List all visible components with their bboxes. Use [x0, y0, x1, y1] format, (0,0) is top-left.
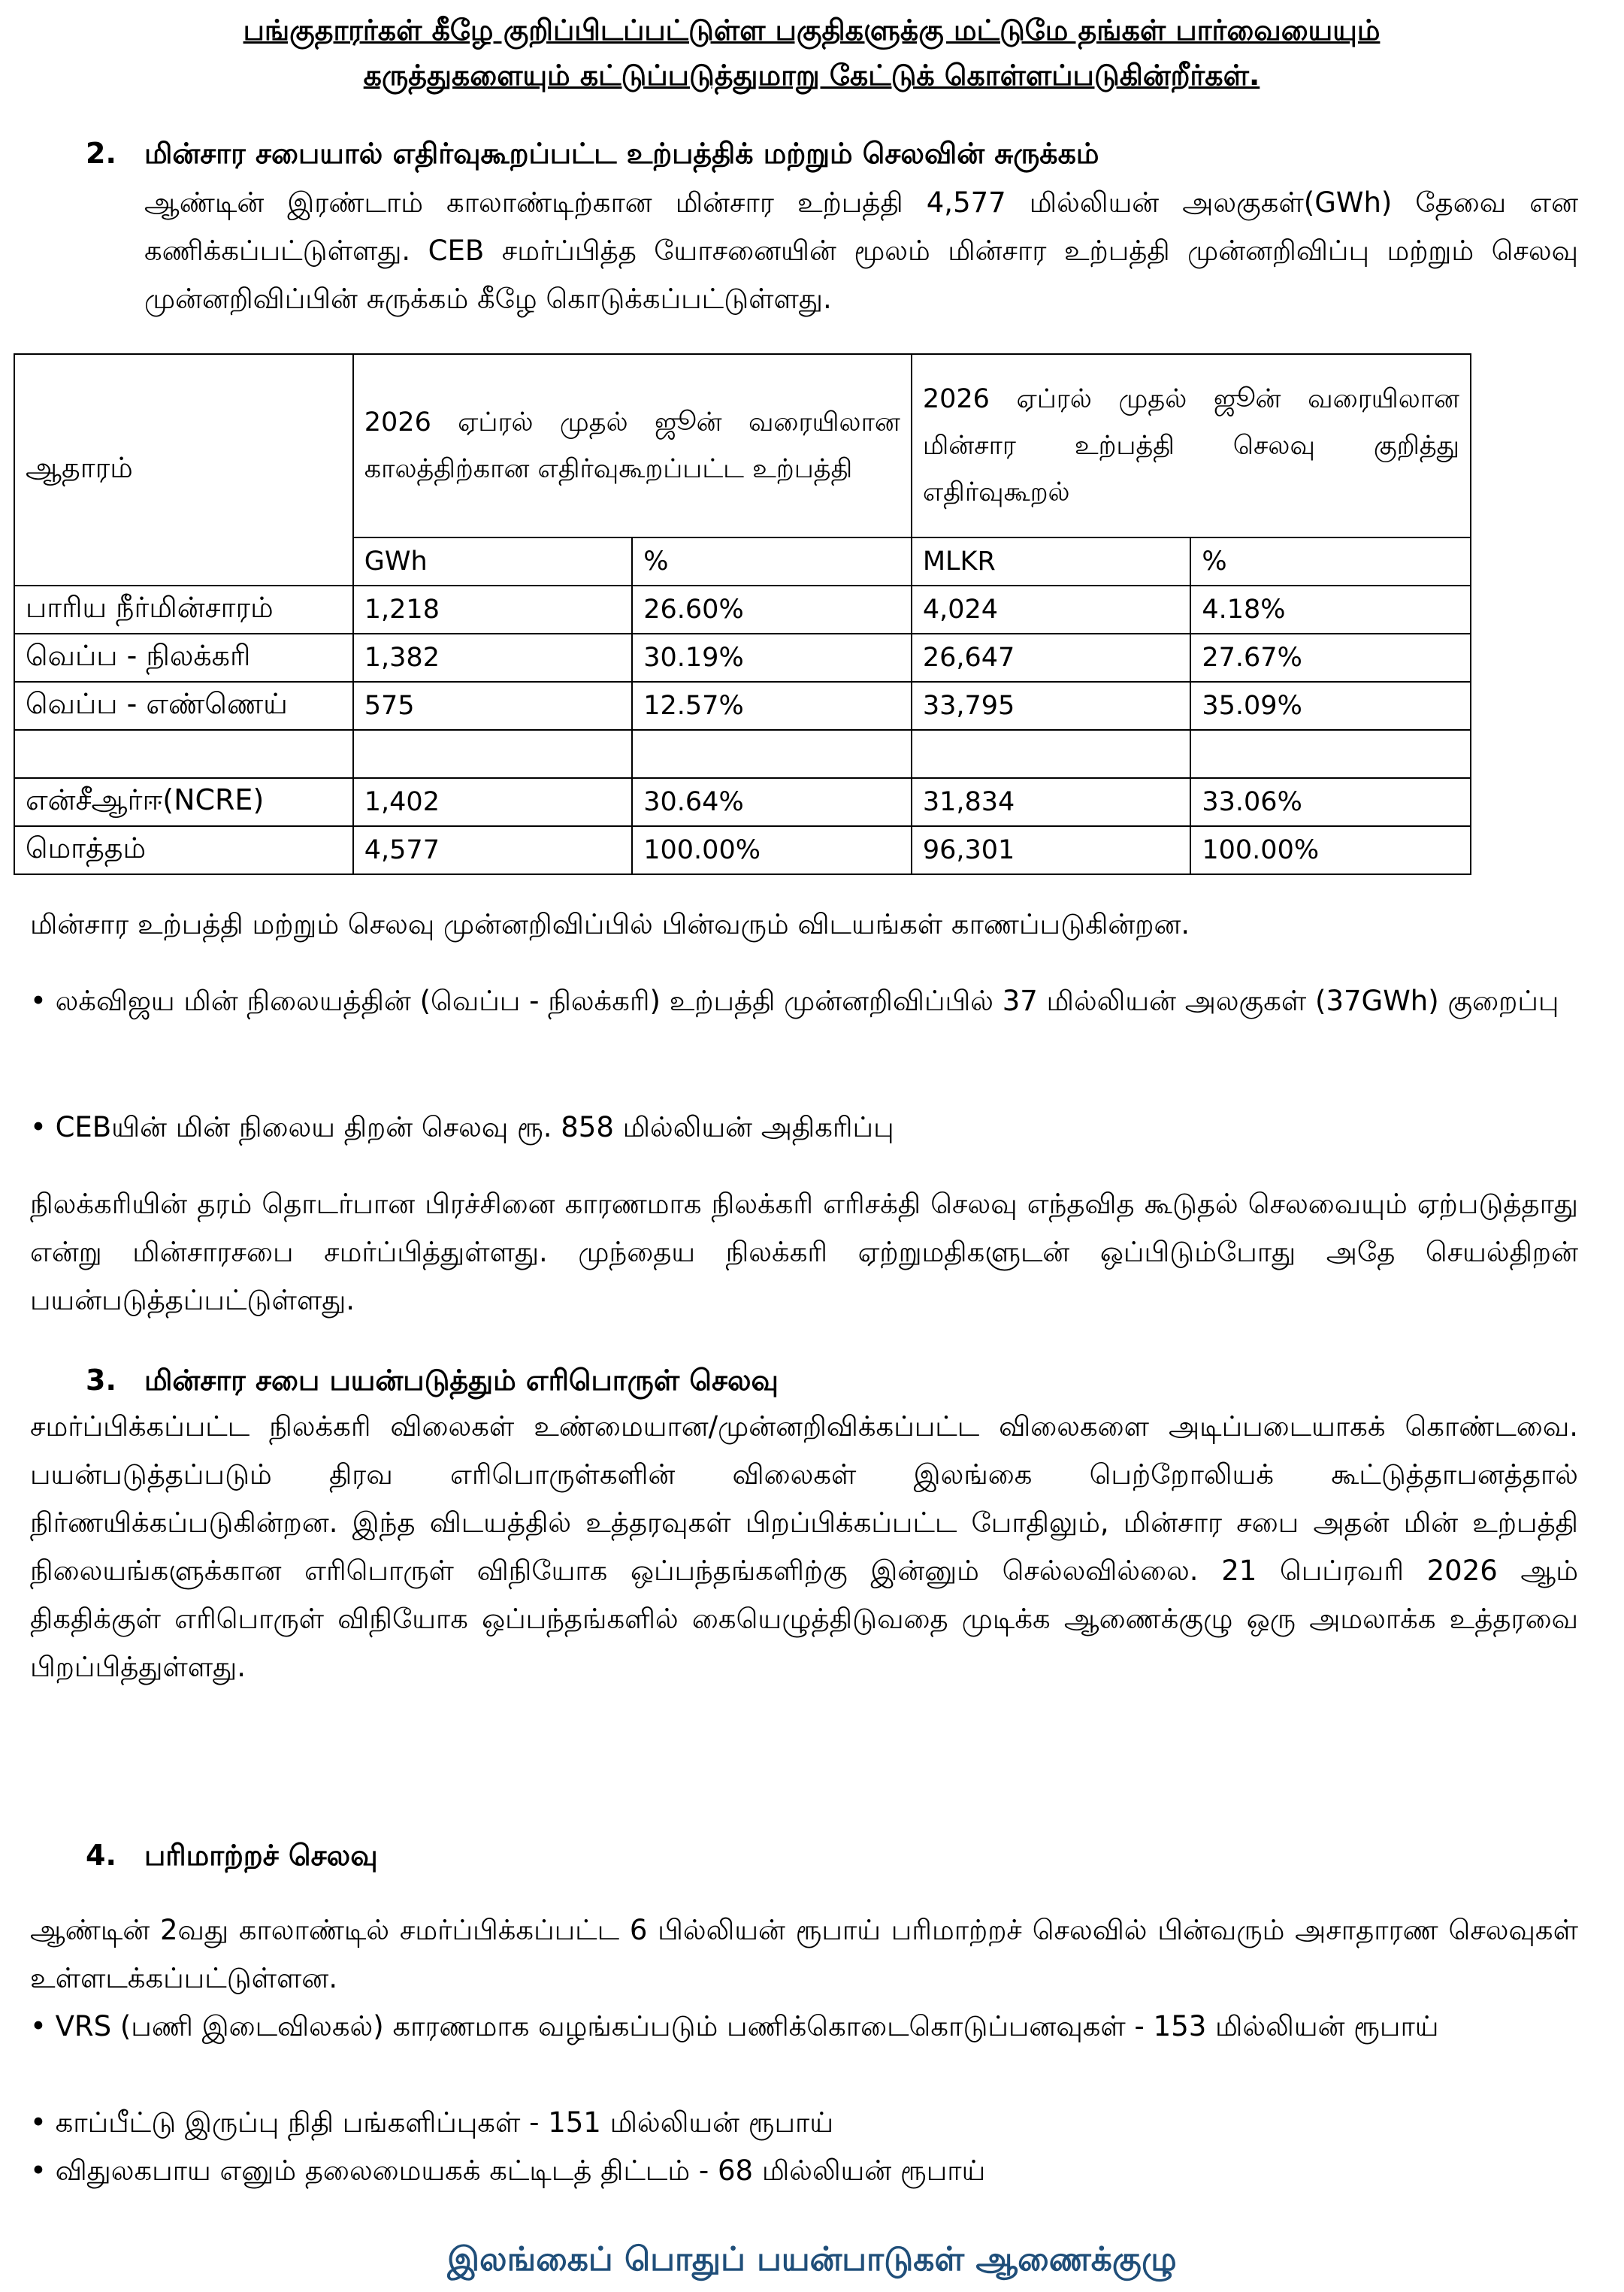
row-mlkr: 26,647	[912, 634, 1191, 682]
section-3-heading	[86, 1359, 779, 1401]
generation-cost-table	[14, 353, 1471, 875]
unit-gwh: GWh	[353, 537, 632, 586]
section-3-title: மின்சார சபை பயன்படுத்தும் எரிபொருள் செலவு	[144, 1364, 779, 1397]
row-mlkr-pct: 33.06%	[1190, 778, 1471, 826]
table-header-row	[14, 354, 1471, 537]
commission-footer: இலங்கைப் பொதுப் பயன்பாடுகள் ஆணைக்குழு	[447, 2240, 1177, 2278]
row-gwh-pct: 30.64%	[632, 778, 912, 826]
row-source: என்சீஆர்ஈ(NCRE)	[14, 778, 353, 826]
section-4-intro: ஆண்டின் 2வது காலாண்டில் சமர்ப்பிக்கப்பட்ட 6 பில்லியன் ரூபாய் பரிமாற்றச் செலவில் பின்வரும் அசாதாரண செலவுகள் உள்ளடக்கப்பட்டுள்ளன.	[30, 1914, 1578, 1994]
row-mlkr: 33,795	[912, 682, 1191, 730]
row-mlkr-pct	[1190, 730, 1471, 778]
row-mlkr-pct: 4.18%	[1190, 586, 1471, 634]
coal-quality-note: நிலக்கரியின் தரம் தொடர்பான பிரச்சினை காரணமாக நிலக்கரி எரிசக்தி செலவு எந்தவித கூடுதல் செலவையும் ஏற்படுத்தாது என்று மின்சாரசபை சமர்ப்பித்துள்ளது. முந்தைய நிலக்கரி ஏற்றுமதிகளுடன் ஒப்பிடும்போது அதே செயல்திறன் பயன்படுத்தப்பட்டுள்ளது.	[30, 1188, 1578, 1316]
table-row	[14, 586, 1471, 634]
row-gwh-pct: 26.60%	[632, 586, 912, 634]
cost-header: 2026 ஏப்ரல் முதல் ஜூன் வரையிலான மின்சார உற்பத்தி செலவு குறித்து எதிர்வுகூறல்	[912, 354, 1471, 537]
row-gwh-pct: 30.19%	[632, 634, 912, 682]
row-source: வெப்ப - எண்ணெய்	[14, 682, 353, 730]
row-gwh: 1,402	[353, 778, 632, 826]
unit-mlkr-pct: %	[1190, 537, 1471, 586]
row-mlkr-pct: 100.00%	[1190, 826, 1471, 874]
row-gwh: 1,382	[353, 634, 632, 682]
unit-mlkr: MLKR	[912, 537, 1191, 586]
row-gwh-pct	[632, 730, 912, 778]
section-4-bullet-3: • விதுலகபாய எனும் தலைமையகக் கட்டிடத் திட்டம் - 68 மில்லியன் ரூபாய்	[30, 2154, 986, 2187]
row-mlkr: 31,834	[912, 778, 1191, 826]
unit-gwh-pct: %	[632, 537, 912, 586]
table-row-total	[14, 826, 1471, 874]
row-mlkr-pct: 35.09%	[1190, 682, 1471, 730]
row-gwh: 4,577	[353, 826, 632, 874]
row-gwh: 1,218	[353, 586, 632, 634]
row-mlkr: 4,024	[912, 586, 1191, 634]
row-gwh: 575	[353, 682, 632, 730]
section-4-bullet-1: • VRS (பணி இடைவிலகல்) காரணமாக வழங்கப்படும் பணிக்கொடைகொடுப்பனவுகள் - 153 மில்லியன் ரூபாய்	[30, 2010, 1439, 2042]
section-4-bullet-2: • காப்பீட்டு இருப்பு நிதி பங்களிப்புகள் - 151 மில்லியன் ரூபாய்	[30, 2106, 834, 2139]
table-row-empty	[14, 730, 1471, 778]
section-4-heading	[86, 1834, 378, 1876]
row-mlkr-pct: 27.67%	[1190, 634, 1471, 682]
table-row	[14, 778, 1471, 826]
section-4-title: பரிமாற்றச் செலவு	[144, 1839, 378, 1872]
section-2-intro: ஆண்டின் இரண்டாம் காலாண்டிற்கான மின்சார உற்பத்தி 4,577 மில்லியன் அலகுகள்(GWh) தேவை என கணிக்கப்பட்டுள்ளது. CEB சமர்ப்பித்த யோசனையின் மூலம் மின்சார உற்பத்தி முன்னறிவிப்பு மற்றும் செலவு முன்னறிவிப்பின் சுருக்கம் கீழே கொடுக்கப்பட்டுள்ளது.	[144, 186, 1578, 315]
section-4-number: 4.	[86, 1839, 116, 1872]
section-3-number: 3.	[86, 1364, 116, 1397]
section-2-heading	[86, 132, 1099, 174]
observation-bullet-1: • லக்விஜய மின் நிலையத்தின் (வெப்ப - நிலக்கரி) உற்பத்தி முன்னறிவிப்பில் 37 மில்லியன் அலகுகள் (37GWh) குறைப்பு	[30, 985, 1559, 1017]
row-source: வெப்ப - நிலக்கரி	[14, 634, 353, 682]
row-gwh	[353, 730, 632, 778]
section-3-body: சமர்ப்பிக்கப்பட்ட நிலக்கரி விலைகள் உண்மையான/முன்னறிவிக்கப்பட்ட விலைகளை அடிப்படையாகக் கொண்டவை. பயன்படுத்தப்படும் திரவ எரிபொருள்களின் விலைகள் இலங்கை பெற்றோலியக் கூட்டுத்தாபனத்தால் நிர்ணயிக்கப்படுகின்றன. இந்த விடயத்தில் உத்தரவுகள் பிறப்பிக்கப்பட்ட போதிலும், மின்சார சபை அதன் மின் உற்பத்தி நிலையங்களுக்கான எரிபொருள் விநியோக ஒப்பந்தங்களிற்கு இன்னும் செல்லவில்லை. 21 பெப்ரவரி 2026 ஆம் திகதிக்குள் எரிபொருள் விநியோக ஒப்பந்தங்களில் கையெழுத்திடுவதை முடிக்க ஆணைக்குழு ஒரு அமலாக்க உத்தரவை பிறப்பித்துள்ளது.	[30, 1410, 1578, 1683]
table-row	[14, 634, 1471, 682]
section-2-title: மின்சார சபையால் எதிர்வுகூறப்பட்ட உற்பத்திக் மற்றும் செலவின் சுருக்கம்	[144, 137, 1099, 170]
row-gwh-pct: 100.00%	[632, 826, 912, 874]
observations-lead: மின்சார உற்பத்தி மற்றும் செலவு முன்னறிவிப்பில் பின்வரும் விடயங்கள் காணப்படுகின்றன.	[30, 908, 1190, 940]
stakeholder-notice	[45, 8, 1578, 98]
notice-line-1: பங்குதாரர்கள் கீழே குறிப்பிடப்பட்டுள்ள பகுதிகளுக்கு மட்டுமே தங்கள் பார்வையையும்	[243, 14, 1381, 47]
generation-header: 2026 ஏப்ரல் முதல் ஜூன் வரையிலான காலத்திற்கான எதிர்வுகூறப்பட்ட உற்பத்தி	[353, 354, 912, 537]
section-2-number: 2.	[86, 137, 116, 170]
row-mlkr: 96,301	[912, 826, 1191, 874]
table-row	[14, 682, 1471, 730]
source-header: ஆதாரம்	[14, 354, 353, 586]
row-source: மொத்தம்	[14, 826, 353, 874]
observation-bullet-2: • CEBயின் மின் நிலைய திறன் செலவு ரூ. 858 மில்லியன் அதிகரிப்பு	[30, 1111, 894, 1143]
row-mlkr	[912, 730, 1191, 778]
row-source: பாரிய நீர்மின்சாரம்	[14, 586, 353, 634]
notice-line-2: கருத்துகளையும் கட்டுப்படுத்துமாறு கேட்டுக் கொள்ளப்படுகின்றீர்கள்.	[363, 59, 1260, 92]
row-source	[14, 730, 353, 778]
row-gwh-pct: 12.57%	[632, 682, 912, 730]
